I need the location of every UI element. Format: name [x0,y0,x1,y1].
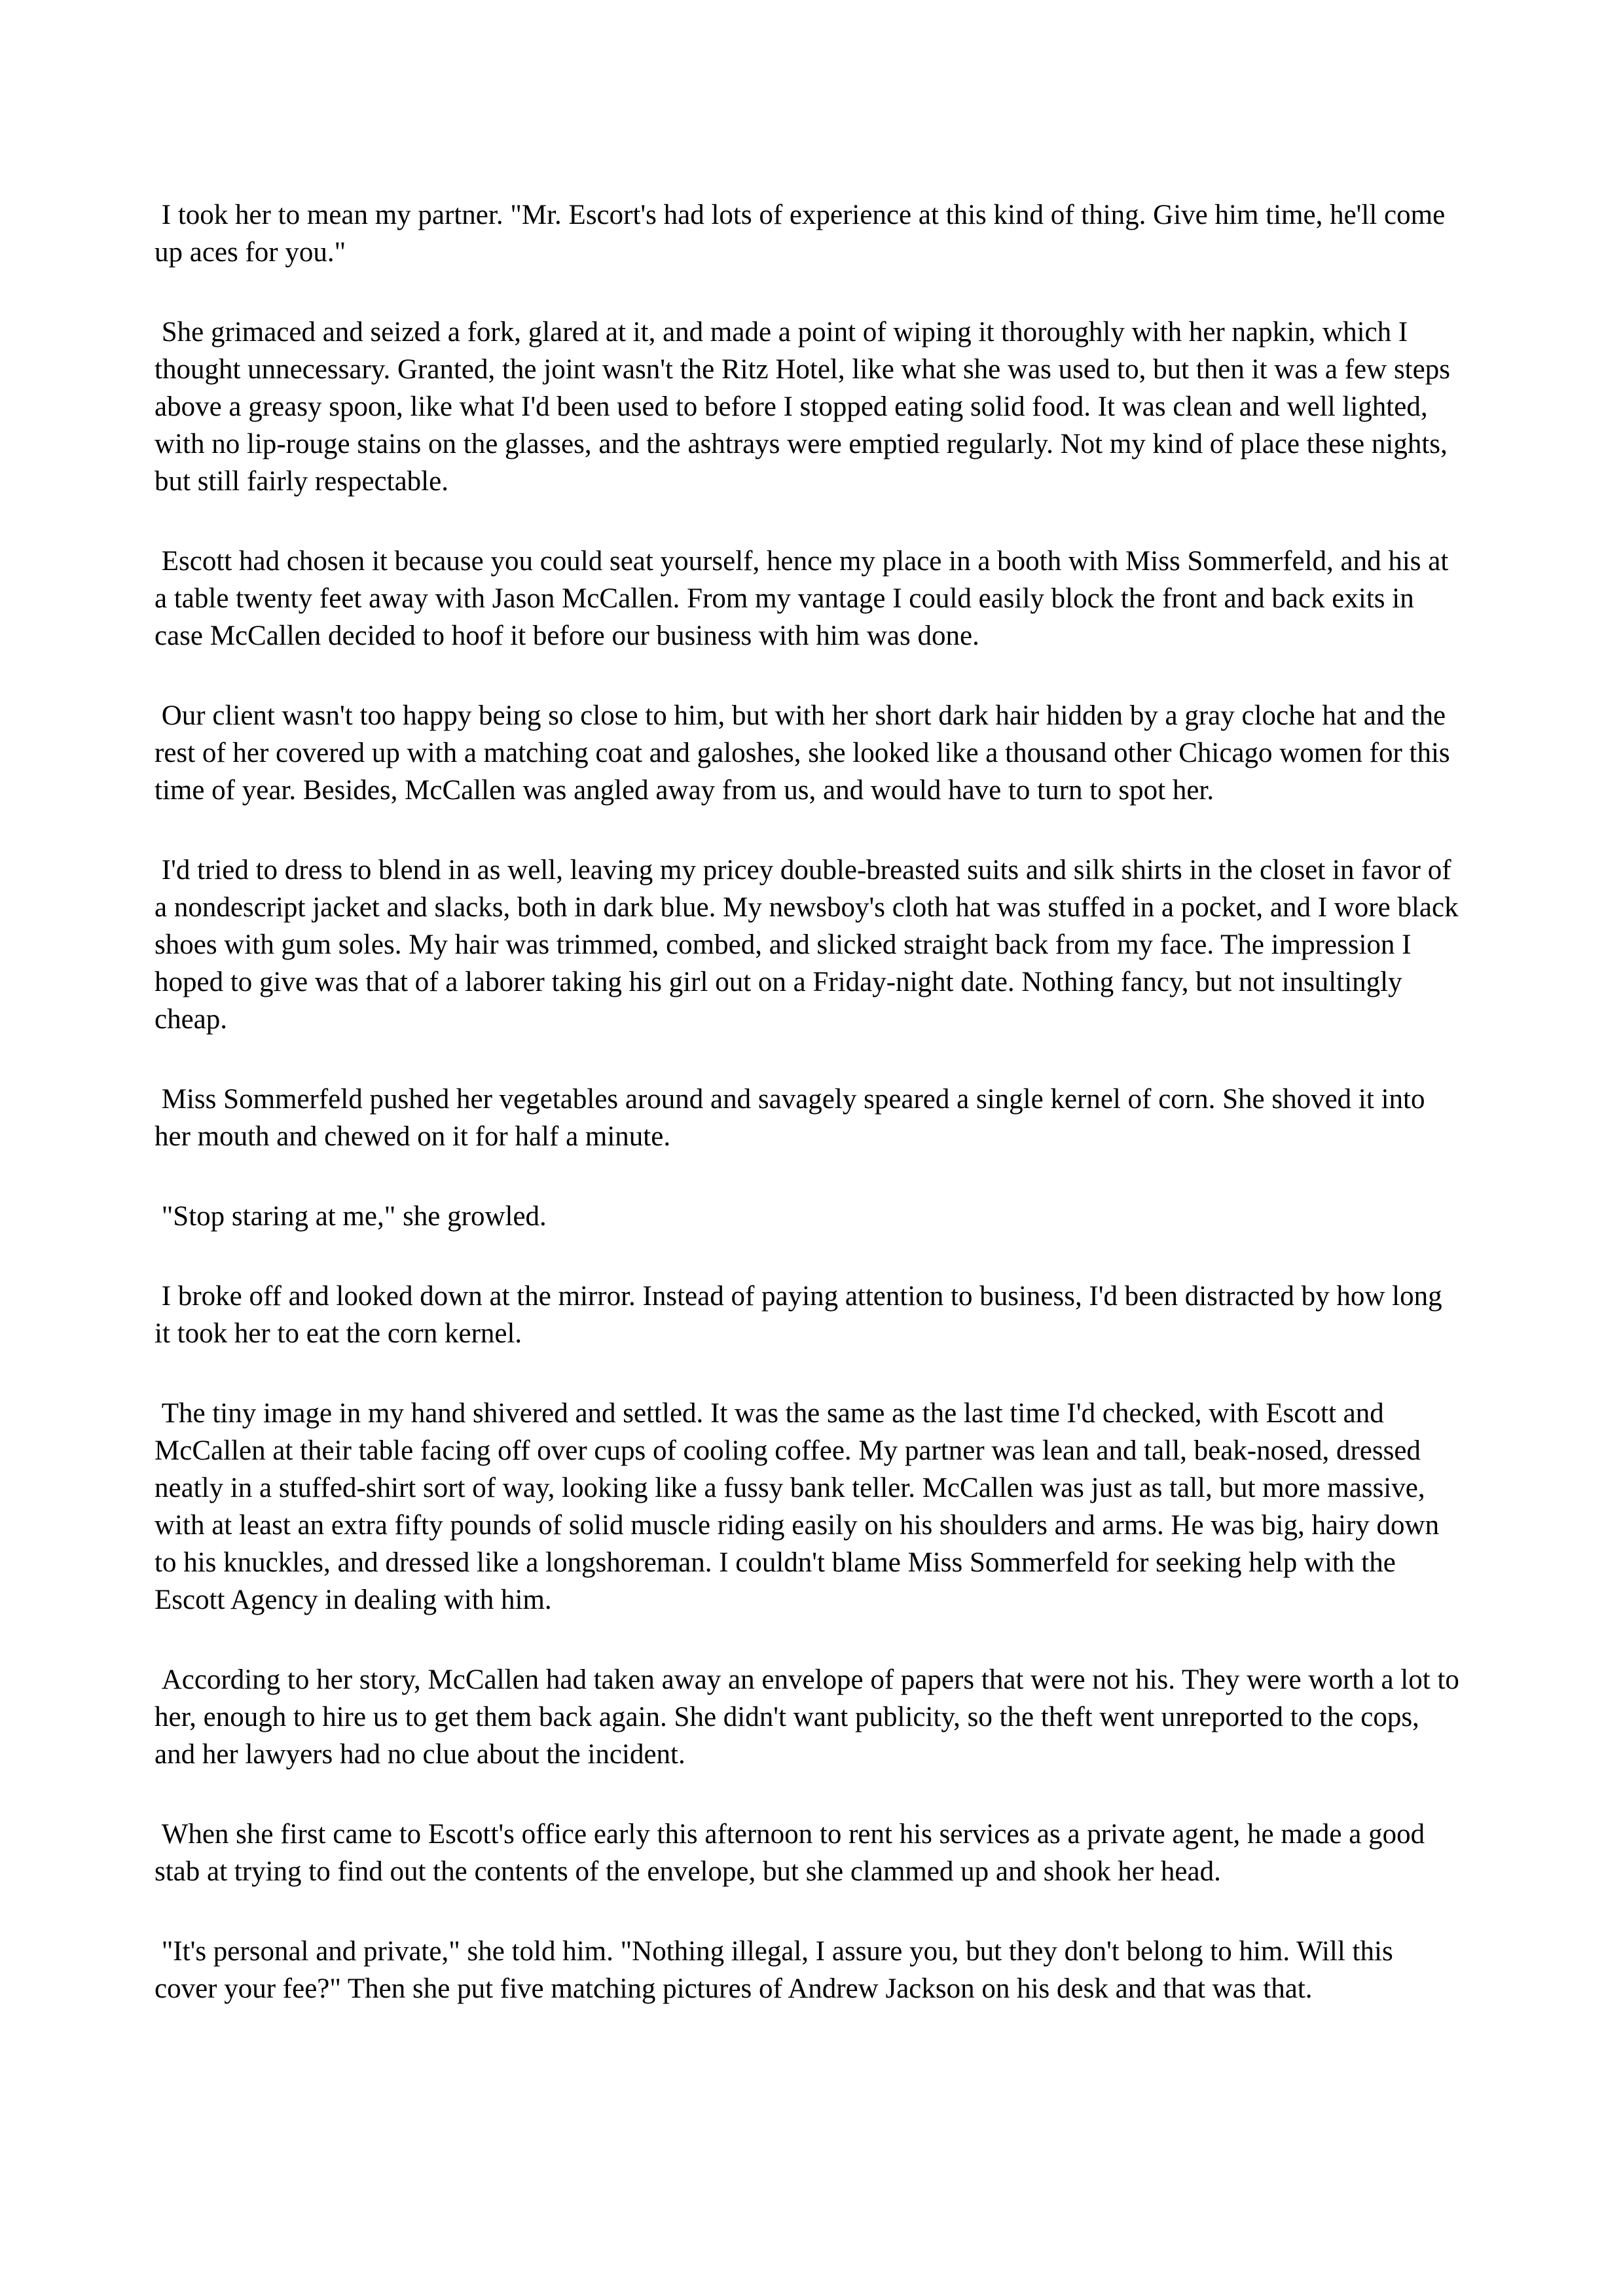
paragraph: I'd tried to dress to blend in as well, leaving my pricey double-breasted suits and silk shirts in the closet in favor of a nondescript jacket and slacks, both in dark blue. My newsboy's cloth hat was stuffed in a pocket, and I wore black shoes with gum soles. My hair was trimmed, combed, and slicked straight back from my face. The impression I hoped to give was that of a laborer taking his girl out on a Friday-night date. Nothing fancy, but not insultingly cheap. [155,855,1466,1035]
paragraph: The tiny image in my hand shivered and settled. It was the same as the last time I'd checked, with Escott and McCallen at their table facing off over cups of cooling coffee. My partner was lean and tall, beak-nosed, dressed neatly in a stuffed-shirt sort of way, looking like a fussy bank teller. McCallen was just as tall, but more massive, with at least an extra fifty pounds of solid muscle riding easily on his shoulders and arms. He was big, hairy down to his knuckles, and dressed like a longshoreman. I couldn't blame Miss Sommerfeld for seeking help with the Escott Agency in dealing with him. [155,1398,1446,1615]
paragraph: Our client wasn't too happy being so close to him, but with her short dark hair hidden by a gray cloche hat and the rest of her covered up with a matching coat and galoshes, she looked like a thousand other Chicago women for this time of year. Besides, McCallen was angled away from us, and would have to turn to spot her. [155,700,1457,806]
paragraph: She grimaced and seized a fork, glared at it, and made a point of wiping it thoroughly with her napkin, which I thought unnecessary. Granted, the joint wasn't the Ritz Hotel, like what she was used to, but then it was a few steps above a greasy spoon, like what I'd been used to before I stopped eating solid food. It was clean and well lighted, with no lip-rouge stains on the glasses, and the ashtrays were emptied regularly. Not my kind of place these nights, but still fairly respectable. [155,317,1457,497]
paragraph: "Stop staring at me," she growled. [155,1201,547,1232]
paragraph: When she first came to Escott's office early this afternoon to rent his services as a private agent, he made a good stab at trying to find out the contents of the envelope, but she clammed up and shook her head. [155,1819,1432,1887]
paragraph: Escott had chosen it because you could seat yourself, hence my place in a booth with Miss Sommerfeld, and his at a table twenty feet away with Jason McCallen. From my vantage I could easily block the front and back exits in case McCallen decided to hoof it before our business with him was done. [155,546,1456,651]
paragraph: I broke off and looked down at the mirror. Instead of paying attention to business, I'd been distracted by how long it took her to eat the corn kernel. [155,1281,1450,1349]
paragraph: "It's personal and private," she told him. "Nothing illegal, I assure you, but they don't belong to him. Will this cover your fee?" Then she put five matching pictures of Andrew Jackson on his desk and that was that. [155,1936,1400,2004]
paragraph: Miss Sommerfeld pushed her vegetables around and savagely speared a single kernel of corn. She shoved it into her mouth and chewed on it for half a minute. [155,1084,1432,1152]
paragraph: According to her story, McCallen had taken away an envelope of papers that were not his. They were worth a lot to her, enough to hire us to get them back again. She didn't want publicity, so the theft went unreported to the cops, and her lawyers had no clue about the incident. [155,1664,1467,1770]
paragraph: I took her to mean my partner. "Mr. Escort's had lots of experience at this kind of thing. Give him time, he'll come up aces for you." [155,200,1452,268]
